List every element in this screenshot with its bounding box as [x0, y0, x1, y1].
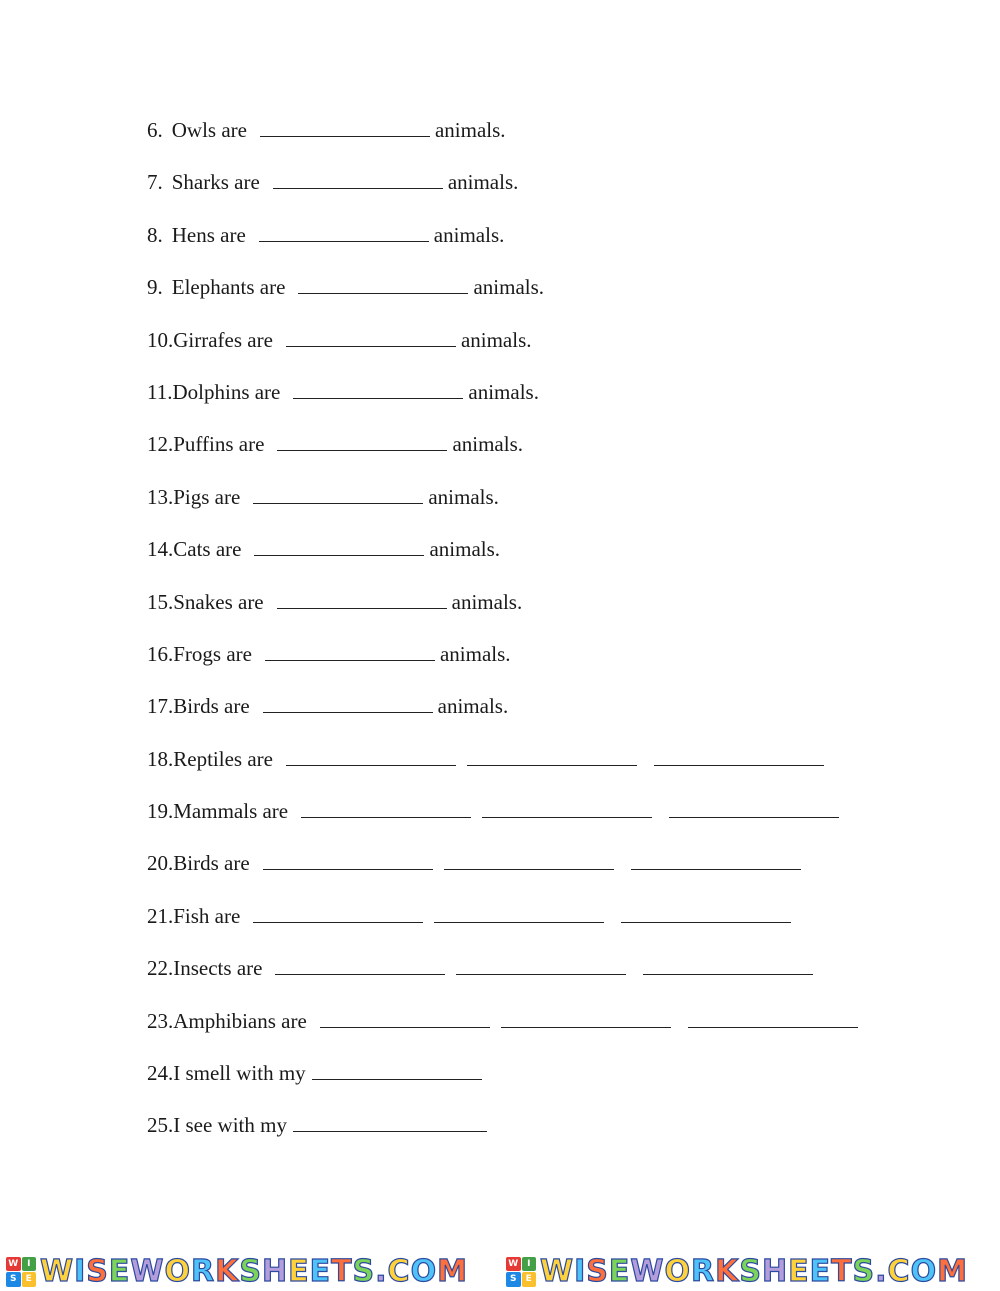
question-line [147, 114, 947, 166]
question-line [147, 638, 947, 690]
question-number: 9. [147, 275, 163, 300]
answer-blank[interactable] [456, 952, 626, 975]
answer-blank[interactable] [482, 795, 652, 818]
question-line [147, 481, 947, 533]
question-number: 11. [147, 379, 173, 404]
answer-blank[interactable] [631, 847, 801, 870]
question-text: Dolphins are [172, 379, 281, 404]
answer-blank[interactable] [275, 952, 445, 975]
answer-blank[interactable] [293, 376, 463, 399]
question-line [147, 428, 947, 480]
answer-blank[interactable] [669, 795, 839, 818]
question-text: Birds are [173, 694, 250, 719]
brand-logo-icon [6, 1257, 36, 1287]
footer-brand-unit [0, 1252, 500, 1291]
question-text: Reptiles are [173, 746, 273, 771]
answer-blank[interactable] [253, 481, 423, 504]
question-tail: animals. [429, 537, 501, 562]
answer-blank[interactable] [312, 1057, 482, 1080]
answer-blank[interactable] [263, 847, 433, 870]
question-line [147, 586, 947, 638]
question-number: 17. [147, 694, 174, 719]
answer-blank[interactable] [298, 271, 468, 294]
question-number: 21. [147, 903, 174, 928]
question-number: 16. [147, 641, 174, 666]
question-line [147, 1109, 947, 1161]
question-text: Mammals are [173, 799, 289, 824]
answer-blank[interactable] [688, 1005, 858, 1028]
answer-blank[interactable] [263, 690, 433, 713]
answer-blank[interactable] [654, 743, 824, 766]
question-text: Snakes are [173, 589, 264, 614]
worksheet-questions [147, 114, 947, 1162]
question-tail: animals. [447, 170, 519, 195]
brand-name: WISEWORKSHEETS.COM [40, 1254, 468, 1289]
question-tail: animals. [434, 118, 506, 142]
question-line [147, 743, 947, 795]
answer-blank[interactable] [434, 900, 604, 923]
question-text: Sharks are [171, 170, 260, 195]
question-line [147, 533, 947, 585]
question-text: Owls are [171, 118, 247, 142]
answer-blank[interactable] [260, 114, 430, 137]
logo-letter: E [22, 1272, 37, 1287]
question-text: Hens are [171, 222, 246, 247]
answer-blank[interactable] [254, 533, 424, 556]
answer-blank[interactable] [621, 900, 791, 923]
question-number: 24. [147, 1061, 174, 1086]
brand-logo-icon [506, 1257, 536, 1287]
question-text: Cats are [173, 537, 242, 562]
answer-blank[interactable] [444, 847, 614, 870]
footer-banner [0, 1252, 1000, 1291]
answer-blank[interactable] [259, 219, 429, 242]
question-number: 8. [147, 222, 163, 247]
logo-letter: E [522, 1272, 537, 1287]
question-number: 10. [147, 327, 174, 352]
answer-blank[interactable] [320, 1005, 490, 1028]
answer-blank[interactable] [293, 1109, 487, 1132]
question-number: 25. [147, 1113, 174, 1138]
answer-blank[interactable] [301, 795, 471, 818]
question-text: Frogs are [173, 641, 252, 666]
answer-blank[interactable] [277, 428, 447, 451]
answer-blank[interactable] [501, 1005, 671, 1028]
brand-name: WISEWORKSHEETS.COM [540, 1254, 968, 1289]
question-text: Girrafes are [173, 327, 273, 352]
logo-letter: I [22, 1257, 37, 1272]
question-line [147, 900, 947, 952]
answer-blank[interactable] [286, 743, 456, 766]
question-number: 23. [147, 1008, 174, 1033]
footer-brand-unit [500, 1252, 1000, 1291]
question-text: Fish are [173, 903, 241, 928]
question-line [147, 795, 947, 847]
question-line [147, 1005, 947, 1057]
question-tail: animals. [439, 641, 511, 666]
answer-blank[interactable] [265, 638, 435, 661]
question-tail: animals. [451, 589, 523, 614]
question-tail: animals. [433, 222, 505, 247]
question-number: 12. [147, 432, 174, 457]
answer-blank[interactable] [643, 952, 813, 975]
answer-blank[interactable] [277, 586, 447, 609]
logo-letter: I [522, 1257, 537, 1272]
question-line [147, 271, 947, 323]
question-text: Puffins are [173, 432, 265, 457]
question-number: 13. [147, 484, 174, 509]
question-tail: animals. [473, 275, 545, 300]
question-text: Amphibians are [173, 1008, 307, 1033]
question-text: I smell with my [173, 1061, 306, 1086]
question-line [147, 847, 947, 899]
logo-letter: W [6, 1257, 21, 1272]
question-line [147, 690, 947, 742]
logo-letter: S [506, 1272, 521, 1287]
question-number: 6. [147, 118, 163, 142]
question-text: I see with my [173, 1113, 287, 1138]
answer-blank[interactable] [273, 166, 443, 189]
question-line [147, 1057, 947, 1109]
question-tail: animals. [452, 432, 524, 457]
answer-blank[interactable] [286, 324, 456, 347]
question-line [147, 166, 947, 218]
answer-blank[interactable] [467, 743, 637, 766]
logo-letter: W [506, 1257, 521, 1272]
question-number: 14. [147, 537, 174, 562]
logo-letter: S [6, 1272, 21, 1287]
question-number: 15. [147, 589, 174, 614]
question-line [147, 324, 947, 376]
question-number: 18. [147, 746, 174, 771]
question-number: 22. [147, 956, 174, 981]
question-tail: animals. [460, 327, 532, 352]
question-tail: animals. [428, 484, 499, 509]
question-line [147, 376, 947, 428]
question-number: 7. [147, 170, 163, 195]
question-text: Elephants are [171, 275, 286, 300]
question-line [147, 952, 947, 1004]
answer-blank[interactable] [253, 900, 423, 923]
question-number: 20. [147, 851, 174, 876]
question-line [147, 219, 947, 271]
question-tail: animals. [437, 694, 509, 719]
question-text: Insects are [173, 956, 263, 981]
question-tail: animals. [468, 379, 539, 404]
question-text: Pigs are [173, 484, 241, 509]
question-text: Birds are [173, 851, 250, 876]
question-number: 19. [147, 799, 174, 824]
